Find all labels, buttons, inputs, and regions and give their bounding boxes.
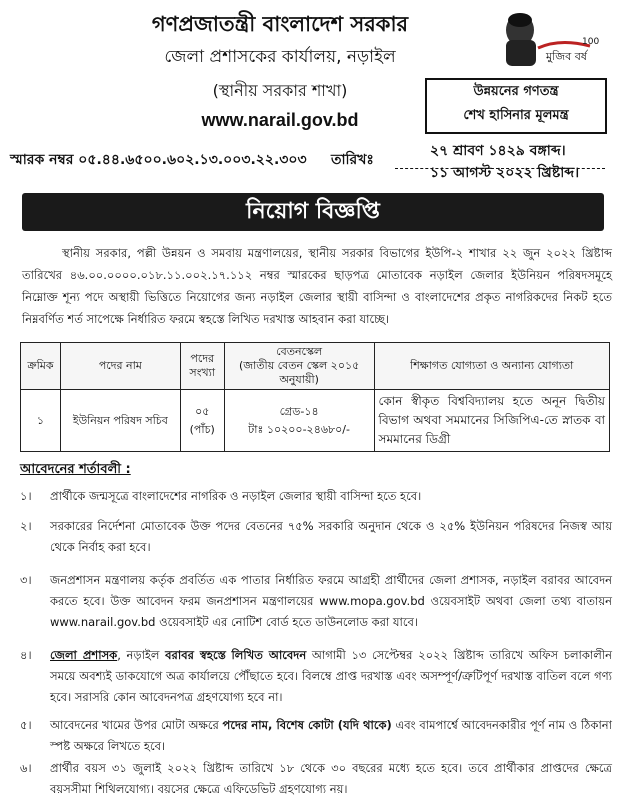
date-english: ১১ আগস্ট ২০২২ খ্রিষ্টাব্দ।: [430, 165, 580, 181]
condition-item-6: [20, 758, 612, 800]
slogan-box: [425, 78, 607, 134]
header-office: জেলা প্রশাসকের কার্যালয়, নড়াইল: [164, 47, 396, 67]
cell-pay: টাঃ ১০২০০-২৪৬৮০/-: [248, 422, 350, 436]
condition-number: ২।: [20, 519, 32, 533]
header-scale: [224, 343, 374, 390]
header-post: পদের নাম: [60, 343, 180, 390]
header-scale-sub: (জাতীয় বেতন স্কেল ২০১৫ অনুযায়ী): [238, 359, 360, 386]
condition-text: জনপ্রশাসন মন্ত্রণালয় কর্তৃক প্রবর্তিত এক পাতার নির্ধারিত ফরমে আগ্রহী প্রার্থীদের জেলা প্রশাসক, নড়াইল বরাবর আবেদন করতে হবে। উক্ত আবেদন ফরম জনপ্রশাসন মন্ত্রণালয়ের www.mopa.gov.bd ওয়েবসাইট অথবা জেলা তথ্য বাতায়ন www.narail.gov.bd ওয়েবসাইট এর নোটিশ বোর্ড হতে ডাউনলোড করা যাবে।: [50, 573, 612, 629]
slogan-line-2: শেখ হাসিনার মূলমন্ত্র: [463, 108, 569, 123]
condition-5-rest: এবং বামপার্শ্বে আবেদনকারীর পূর্ণ নাম ও ঠিকানা স্পষ্ট অক্ষরে লিখতে হবে।: [50, 718, 613, 753]
cell-serial: ১: [21, 390, 61, 452]
condition-item-5: [20, 715, 612, 757]
condition-item-1: [20, 486, 612, 507]
slogan-line-1: উন্নয়নের গণতন্ত্র: [473, 84, 559, 99]
notice-title: নিয়োগ বিজ্ঞপ্তি: [22, 193, 604, 231]
date-divider: [395, 168, 605, 169]
cell-qualification: কোন স্বীকৃত বিশ্ববিদ্যালয় হতে অনূন দ্বিতীয় বিভাগ অথবা সমমানের সিজিপিএ-তে স্নাতক বা সমমানের ডিগ্রী: [374, 390, 609, 452]
header-website: www.narail.gov.bd: [201, 110, 359, 130]
memo-reference: [10, 148, 430, 172]
conditions-title: আবেদনের শর্তাবলী :: [20, 462, 131, 477]
condition-item-4: [20, 645, 612, 708]
condition-5-pre: আবেদনের খামের উপর মোটা অক্ষরে: [50, 718, 223, 732]
vacancy-table: [20, 342, 610, 452]
header-section: (স্থানীয় সরকার শাখা): [212, 81, 348, 100]
cell-count-words: (পাঁচ): [189, 422, 215, 436]
condition-number: ৪।: [20, 648, 32, 662]
condition-number: ১।: [20, 489, 32, 503]
cell-count: [180, 390, 224, 452]
condition-4-b: , নড়াইল: [117, 648, 166, 662]
cell-post: ইউনিয়ন পরিষদ সচিব: [60, 390, 180, 452]
cell-scale: [224, 390, 374, 452]
mujib-borsho-logo: [490, 8, 600, 68]
header-qualification: শিক্ষাগত যোগ্যতা ও অন্যান্য যোগ্যতা: [374, 343, 609, 390]
condition-text: [50, 645, 612, 708]
district-commissioner-link: জেলা প্রশাসক: [50, 648, 118, 662]
condition-4-c: বরাবর স্বহস্তে: [165, 648, 226, 662]
svg-text:100: 100: [582, 37, 600, 47]
condition-text: প্রার্থীকে জন্মসূত্রে বাংলাদেশের নাগরিক ও নড়াইল জেলার স্থায়ী বাসিন্দা হতে হবে।: [50, 489, 422, 503]
condition-4-e: লিখিত আবেদন: [231, 648, 307, 662]
header-scale-title: বেতনস্কেল: [276, 345, 323, 358]
condition-number: ৬।: [20, 761, 32, 775]
condition-text: প্রার্থীর বয়স ৩১ জুলাই ২০২২ খ্রিষ্টাব্দ তারিখে ১৮ থেকে ৩০ বছরের মধ্যে হতে হবে। তবে প্রার্থীকার প্রাপ্তদের ক্ষেত্রে বয়সসীমা শিথিলযোগ্য। বয়সের ক্ষেত্রে এফিডেভিট গ্রহণযোগ্য নয়।: [50, 761, 612, 796]
cell-grade: গ্রেড-১৪: [279, 404, 319, 418]
condition-4-rest: আগামী ১৩ সেপ্টেম্বর ২০২২ খ্রিষ্টাব্দ তারিখে অফিস চলাকালীন সময়ে অবশ্যই ডাকযোগে অত্র কার্যালয়ে পৌঁছাতে হবে। বিলম্বে প্রাপ্ত দরখাস্ত এবং অসম্পূর্ণ/ত্রুটিপূর্ণ দরখাস্ত বাতিল বলে গণ্য হবে। সরাসরি কোন আবেদনপত্র গ্রহণযোগ্য হবে না।: [50, 648, 612, 704]
date-label: তারিখঃ: [330, 152, 374, 168]
header-government: গণপ্রজাতন্ত্রী বাংলাদেশ সরকার: [151, 12, 409, 36]
condition-text: সরকারের নির্দেশনা মোতাবেক উক্ত পদের বেতনের ৭৫% সরকারি অনুদান থেকে ও ২৫% ইউনিয়ন পরিষদের নিজস্ব আয় থেকে নির্বাহ করা হবে।: [50, 519, 612, 554]
condition-number: ৫।: [20, 718, 32, 732]
condition-item-3: [20, 570, 612, 633]
condition-item-2: [20, 516, 612, 558]
cell-count-number: ০৫: [195, 404, 210, 418]
memo-dates: [430, 140, 579, 184]
condition-5-bold: পদের নাম, বিশেষ কোটা (যদি থাকে): [222, 718, 392, 732]
condition-number: ৩।: [20, 573, 32, 587]
header-count: পদের সংখ্যা: [180, 343, 224, 390]
intro-paragraph: স্থানীয় সরকার, পল্লী উন্নয়ন ও সমবায় মন্ত্রণালয়ের, স্থানীয় সরকার বিভাগের ইউপি-২ শাখার ২২ জুন ২০২২ খ্রিষ্টাব্দ তারিখের ৪৬.০০.০০০০.০১৮.১১.০০২.১৭.১১২ নম্বর স্মারকের ছাড়পত্র মোতাবেক নড়াইল জেলার ইউনিয়ন পরিষদসমূহে নিম্নোক্ত শূন্য পদে অস্থায়ী ভিত্তিতে নিয়োগের জন্য নড়াইল জেলার স্থায়ী বাসিন্দা ও বাংলাদেশের প্রকৃত নাগরিকদের নিকট হতে নিম্নবর্ণিত শর্ত সাপেক্ষে নির্ধারিত ফরমে স্বহস্তে লিখিত দরখাস্ত আহবান করা যাচ্ছে।: [22, 246, 612, 326]
table-row: [21, 390, 610, 452]
table-header-row: [21, 343, 610, 390]
condition-text: [50, 715, 612, 757]
memo-number: স্মারক নম্বর ০৫.৪৪.৬৫০০.৬০২.১৩.০০৩.২২.৩০৩: [10, 152, 307, 168]
date-bangla: ২৭ শ্রাবণ ১৪২৯ বঙ্গাব্দ।: [430, 143, 566, 159]
header-serial: ক্রমিক: [21, 343, 61, 390]
svg-text:মুজিব বর্ষ: মুজিব বর্ষ: [546, 50, 587, 63]
